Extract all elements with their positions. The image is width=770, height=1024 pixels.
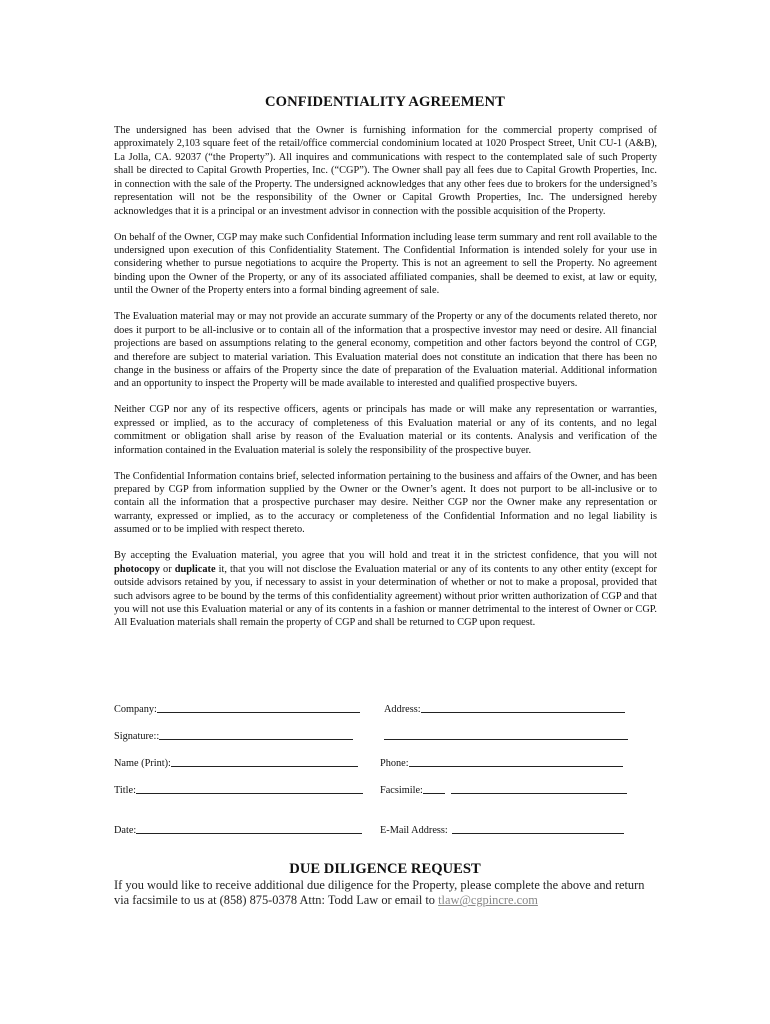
paragraph-property-info: The undersigned has been advised that the Owner is furnishing information for the commercial property comprised of approximately 2,103 square feet of the retail/office commercial condominium located at 1020 Prospect Street, Unit CU-1 (A&B), La Jolla, CA. 92037 (“the Property”). All inquires and communications with respect to the contemplated sale of such Property shall be directed to Capital Growth Properties, Inc. (“CGP”). The Owner shall pay all fees due to Capital Growth Properties, Inc. in connection with the sale of the Property. The undersigned acknowledges that any other fees due to brokers for the undersigned’s representation will not be the responsibility of the Owner or Capital Growth Properties, Inc. The undersigned hereby acknowledges that it is a principal or an investment advisor in connection with the possible acquisition of the Property. [114,125,657,217]
acceptance-text-c: it, that you will not disclose the Evaluation material or any of its contents to any other entity (except for outside advisors retained by you, if necessary to assist in your determination of whether or not to make a proposal, provided that such advisors agree to be bound by the terms of this confidentiality agreement) without prior written authorization of CGP and that you will not use this Evaluation material or any of its contents in a fashion or manner detrimental to the interest of Owner or CGP. All Evaluation materials shall remain the property of CGP and shall be returned to CGP upon request. [114,563,657,629]
company-label: Company: [114,704,157,715]
due-diligence-title: DUE DILIGENCE REQUEST [289,861,481,877]
title-field[interactable] [114,782,363,797]
paragraph-confidential-contents: The Confidential Information contains brief, selected information pertaining to the business and affairs of the Owner, and has been prepared by CGP from information supplied by the Owner or the Owner’s agent. It does not purport to be all-inclusive or to contain all the information that a prospective purchaser may desire. Neither CGP nor the Owner make any representation or warranty, expressed or implied, as to the accuracy or completeness of the Confidential Information and no legal liability is assumed or to be implied with respect thereto. [114,470,657,536]
address-line-2[interactable] [384,729,628,740]
facsimile-line-b[interactable] [451,783,627,794]
company-line[interactable] [157,702,360,713]
facsimile-line-a[interactable] [423,783,445,794]
paragraph-no-representation: Neither CGP nor any of its respective officers, agents or principals has made or will make any representation or warranties, expressed or implied, as to the accuracy of completeness of this Evaluation material or any of its contents, and no legal commitment or obligation shall arise by reason of the Evaluation material or its contents. Analysis and verification of the information contained in the Evaluation material is solely the responsibility of the prospective buyer. [114,404,657,456]
email-field[interactable] [380,822,624,837]
duplicate-emphasis: duplicate [174,563,216,575]
date-field[interactable] [114,822,362,837]
date-line[interactable] [136,823,362,834]
signature-label: Signature:: [114,731,160,742]
agreement-body [114,124,657,642]
paragraph-acceptance-terms [114,549,657,630]
address-field[interactable] [384,701,625,716]
email-link[interactable]: tlaw@cgpincre.com [438,893,538,908]
name-print-label: Name (Print): [114,758,171,769]
date-label: Date: [114,825,137,836]
acceptance-text-a: By accepting the Evaluation material, you agree that you will hold and treat it in the strictest confidence, that you will not [114,550,657,562]
title-line[interactable] [136,783,363,794]
email-label: E-Mail Address: [380,825,448,836]
facsimile-field[interactable] [380,782,627,797]
photocopy-emphasis: photocopy [114,563,160,575]
email-line[interactable] [452,823,624,834]
due-diligence-instructions: If you would like to receive additional due diligence for the Property, please complete the above and return via facsimile to us at (858) 875-0378 Attn: Todd Law or email to [114,878,645,908]
phone-label: Phone: [380,758,409,769]
title-label: Title: [114,785,136,796]
phone-line[interactable] [409,756,623,767]
phone-field[interactable] [380,755,623,770]
address-line-2-field[interactable] [384,728,628,743]
address-line[interactable] [421,702,625,713]
document-title: CONFIDENTIALITY AGREEMENT [265,94,505,110]
signature-field[interactable] [114,728,353,743]
address-label: Address: [384,704,421,715]
due-diligence-text [114,878,659,909]
paragraph-confidential-information: On behalf of the Owner, CGP may make such Confidential Information including lease term summary and rent roll available to the undersigned upon execution of this Confidentiality Statement. The Confidential Information is intended solely for your use in considering whether to pursue negotiations to acquire the Property. This is not an agreement to sell the Property. No agreement binding upon the Owner of the Property, or any of its associated affiliated companies, shall be deemed to exist, at law or equity, until the Owner of the Property enters into a formal binding agreement of sale. [114,231,657,297]
company-field[interactable] [114,701,360,716]
paragraph-evaluation-material: The Evaluation material may or may not provide an accurate summary of the Property or any of the documents related thereto, nor does it purport to be all-inclusive or to contain all of the information that a prospective investor may need or desire. All financial projections are based on assumptions relating to the general economy, competition and other factors beyond the control of CGP, and therefore are subject to material variation. This Evaluation material does not constitute an indication that there has been no change in the business or affairs of the Property since the date of preparation of the Evaluation material. Additional information and an opportunity to inspect the Property will be made available to interested and qualified prospective buyers. [114,311,657,390]
name-print-line[interactable] [171,756,358,767]
signature-line[interactable] [159,729,353,740]
facsimile-label: Facsimile: [380,785,423,796]
acceptance-text-mid: or [159,563,175,575]
name-print-field[interactable] [114,755,358,770]
